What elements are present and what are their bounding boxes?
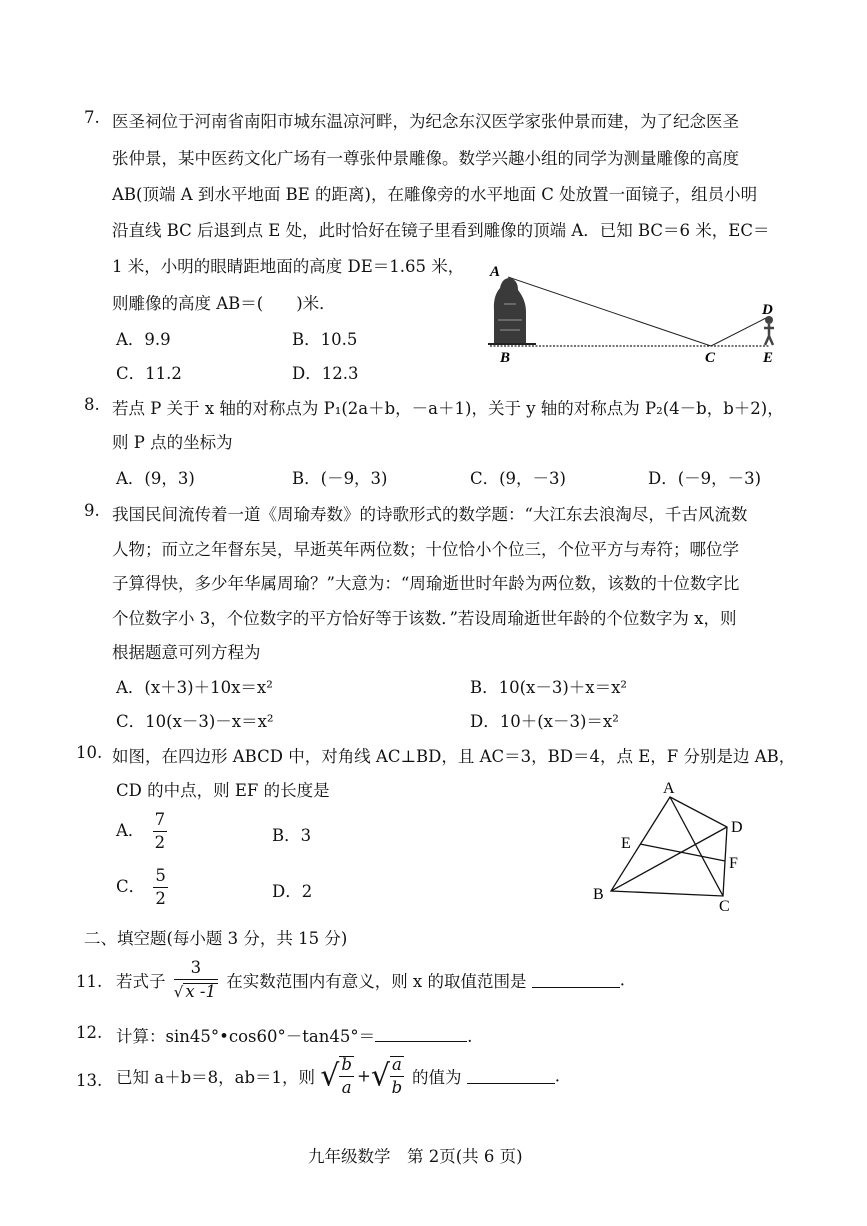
q10-option-c [116,868,171,907]
q11-radicand: x -1 [185,981,216,1001]
q10-quadrilateral-figure [585,780,765,915]
q13-suffix: 的值为 [412,1068,462,1087]
q8-number: 8. [84,395,100,414]
fraction-seven-halves [153,812,168,851]
q10-label-a: A [663,780,675,797]
q10-option-c-denominator: 2 [155,888,166,908]
q13-root2-denominator: b [391,1077,403,1097]
q12-answer-blank[interactable] [375,1027,467,1042]
q10-option-b: B．3 [272,826,312,845]
q11-body [116,960,625,1000]
q7-label-e: E [763,350,774,366]
q13-prefix: 已知 a＋b＝8，ab＝1，则 [116,1068,316,1087]
q13-period: . [554,1066,561,1086]
q11-prefix: 若式子 [116,972,166,991]
q10-option-a-numerator: 7 [153,812,168,832]
q7-label-b: B [500,350,511,366]
q10-label-e: E [621,835,631,852]
q13-root1-denominator: a [341,1077,352,1097]
q11-period: . [619,970,625,990]
q10-option-a-label: A． [116,821,145,840]
q9-line-4: 个位数字小 3，个位数字的平方恰好等于该数．”若设周瑜逝世年龄的个位数字为 x，则 [112,609,737,628]
q12-period: . [467,1027,473,1046]
q7-option-a: A．9.9 [116,330,171,349]
q13-body: 已知 a＋b＝8，ab＝1，则 √ $\frac{b}{a}$ +√ $\frac{a}{b}$ 的值为 . [116,1055,561,1097]
q10-option-a [116,812,170,851]
q9-option-a: A．(x＋3)＋10x＝x² [116,678,273,697]
q10-option-d: D．2 [272,882,313,901]
q10-number: 10. [76,743,103,762]
q13-answer-blank[interactable] [467,1069,555,1084]
q7-line-4: 沿直线 BC 后退到点 E 处，此时恰好在镜子里看到雕像的顶端 A．已知 BC＝6 米，EC＝ [112,221,770,240]
q11-numerator: 3 [174,960,218,980]
q9-option-d: D．10＋(x－3)＝x² [470,712,619,731]
q10-line-1: 如图，在四边形 ABCD 中，对角线 AC⊥BD，且 AC＝3，BD＝4，点 E，F 分别是边 AB， [112,747,796,766]
q7-line-2: 张仲景，某中医药文化广场有一尊张仲景雕像。数学兴趣小组的同学为测量雕像的高度 [112,149,739,168]
statue-image [494,278,526,344]
q7-label-a: A [490,264,501,280]
q9-option-c: C．10(x－3)－x＝x² [116,712,274,731]
q7-number: 7. [84,108,100,127]
q9-line-5: 根据题意可列方程为 [112,643,261,662]
q13-plus: + [356,1066,371,1086]
q13-root1-numerator: b [339,1057,354,1077]
q13-root-a-over-b [390,1056,404,1096]
q8-line-2: 则 P 点的坐标为 [112,433,233,452]
q8-line-1: 若点 P 关于 x 轴的对称点为 P₁(2a＋b，－a＋1)，关于 y 轴的对称点为 P₂(4－b，b＋2)， [112,399,784,418]
q9-line-3: 子算得快，多少年华属周瑜？”大意为：“周瑜逝世时年龄为两位数，该数的十位数字比 [112,574,740,593]
q7-label-c: C [705,350,716,366]
q10-line-2: CD 的中点，则 EF 的长度是 [116,781,330,800]
q8-option-a: A．(9，3) [116,469,195,488]
q8-option-b: B．(－9，3) [292,469,388,488]
section-heading: 二、填空题(每小题 3 分，共 15 分) [84,929,348,948]
q13-root-b-over-a [339,1056,354,1096]
q10-label-f: F [729,855,738,872]
q11-answer-blank[interactable] [532,973,620,988]
q7-mirror-figure [480,260,790,370]
q9-number: 9. [84,501,100,520]
q11-denominator: √ x -1 [173,981,216,1001]
q12-body [116,1023,472,1047]
q11-suffix: 在实数范围内有意义，则 x 的取值范围是 [226,972,527,991]
q7-option-c: C．11.2 [116,364,182,383]
q7-line-1: 医圣祠位于河南省南阳市城东温凉河畔，为纪念东汉医学家张仲景而建，为了纪念医圣 [112,112,739,131]
page-footer: 九年级数学 第 2页(共 6 页) [308,1147,523,1166]
q10-label-d: D [731,819,743,836]
q8-option-c: C．(9，－3) [470,469,566,488]
q10-label-b: B [593,886,604,903]
q10-option-c-numerator: 5 [153,868,168,888]
q9-line-2: 人物；而立之年督东吴，早逝英年两位数；十位恰小个位三，个位平方与寿符；哪位学 [112,540,739,559]
q10-option-c-label: C． [116,877,146,896]
q11-fraction [174,960,218,1000]
q10-option-a-denominator: 2 [154,832,166,852]
q10-label-c: C [719,898,730,915]
q7-option-b: B．10.5 [292,330,358,349]
q9-line-1: 我国民间流传着一道《周瑜寿数》的诗歌形式的数学题：“大江东去浪淘尽，千古风流数 [112,505,748,524]
q13-root2-numerator: a [390,1057,404,1077]
fraction-five-halves [153,868,168,907]
q8-option-d: D．(－9，－3) [648,469,762,488]
q12-number: 12. [76,1023,103,1042]
q7-line-6: 则雕像的高度 AB＝( )米． [112,294,336,313]
q7-line-5: 1 米，小明的眼睛距地面的高度 DE＝1.65 米， [112,257,465,276]
q13-number: 13. [76,1071,103,1090]
q7-label-d: D [762,302,773,318]
q12-text: 计算：sin45°•cos60°－tan45°＝ [116,1027,376,1046]
q7-option-d: D．12.3 [292,364,359,383]
q7-line-3: AB(顶端 A 到水平地面 BE 的距离)，在雕像旁的水平地面 C 处放置一面镜子，组员小明 [112,185,758,204]
q9-option-b: B．10(x－3)＋x＝x² [470,678,628,697]
q11-number: 11. [76,972,103,991]
